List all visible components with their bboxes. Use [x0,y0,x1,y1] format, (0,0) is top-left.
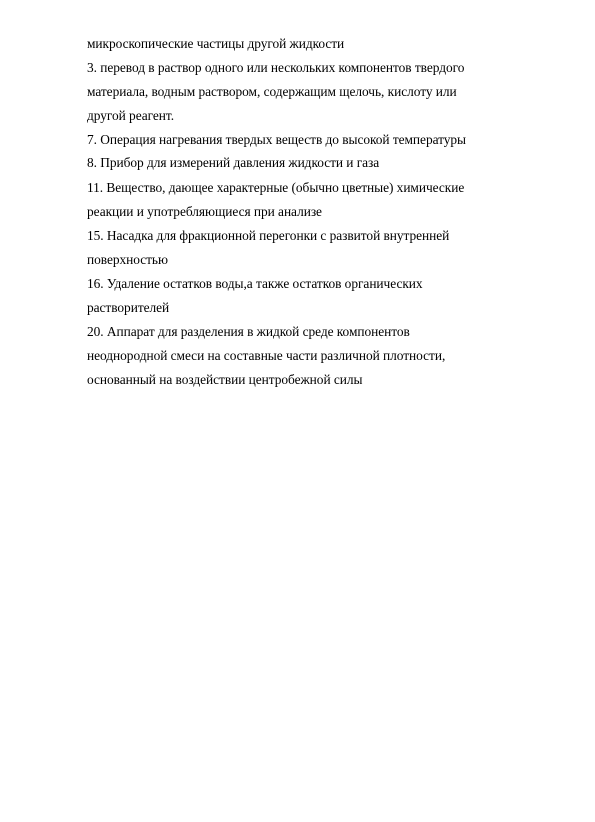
definition-3-line-1: 3. перевод в раствор одного или нескольких компонентов твердого [87,60,465,75]
definition-11-line-2: реакции и употребляющиеся при анализе [87,204,322,219]
definition-11-line-1: 11. Вещество, дающее характерные (обычно цветные) химические [87,180,465,195]
definition-20-line-1: 20. Аппарат для разделения в жидкой среде компонентов [87,324,410,339]
definition-20-line-2: неоднородной смеси на составные части различной плотности, [87,348,446,363]
definition-7: 7. Операция нагревания твердых веществ до высокой температуры [87,132,467,147]
definition-8: 8. Прибор для измерений давления жидкости и газа [87,155,380,170]
definition-16-line-1: 16. Удаление остатков воды,а также остатков органических [87,276,423,291]
definition-3-line-2: материала, водным раствором, содержащим щелочь, кислоту или [87,84,457,99]
text-line-continuation: микроскопические частицы другой жидкости [87,36,345,51]
definition-20-line-3: основанный на воздействии центробежной силы [87,372,363,387]
definition-15-line-2: поверхностью [87,252,168,267]
definition-16-line-2: растворителей [87,300,170,315]
definition-15-line-1: 15. Насадка для фракционной перегонки с развитой внутренней [87,228,450,243]
definition-3-line-3: другой реагент. [87,108,175,123]
